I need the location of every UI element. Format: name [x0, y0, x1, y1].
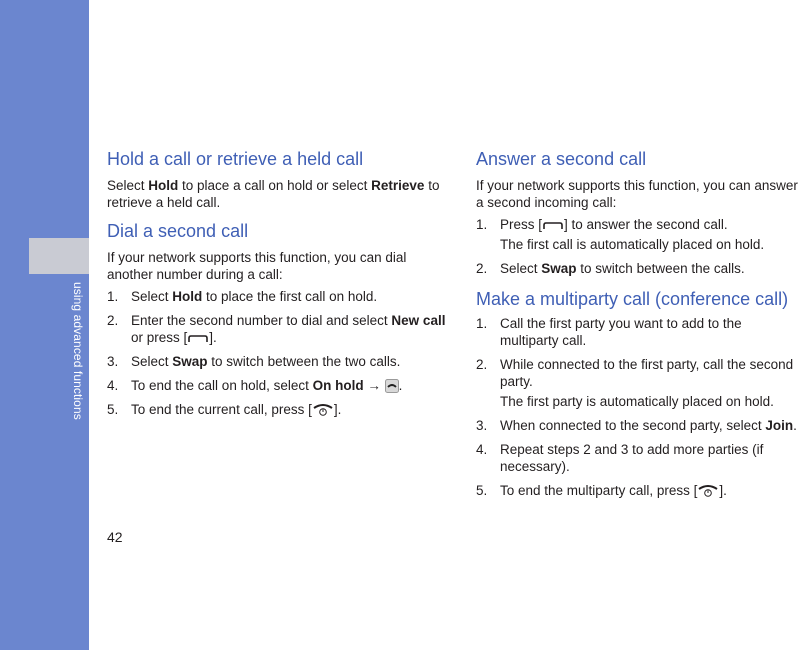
end-key-icon: [697, 484, 719, 498]
multiparty-note: The first party is automatically placed on hold.: [500, 394, 774, 409]
list-item: 2. Select Swap to switch between the calls.: [476, 261, 745, 276]
dial-steps: [107, 288, 452, 418]
hold-paragraph: Select Hold to place a call on hold or select Retrieve to retrieve a held call.: [107, 178, 440, 210]
list-item: 3. When connected to the second party, select Join.: [476, 418, 797, 433]
right-column: [476, 148, 801, 506]
answer-intro: If your network supports this function, you can answer a second incoming call:: [476, 178, 798, 210]
list-item: 1. Press [ ] to answer the second call. The first call is automatically placed on hold.: [476, 216, 801, 253]
hold-section-title: Hold a call or retrieve a held call: [107, 149, 364, 169]
list-item: 4. To end the call on hold, select On hold → .: [107, 378, 403, 393]
dial-section-title: Dial a second call: [107, 221, 249, 241]
answer-note: The first call is automatically placed on hold.: [500, 237, 765, 252]
send-key-icon: [542, 219, 564, 231]
end-key-icon: [312, 403, 334, 417]
left-column: [107, 148, 452, 425]
dial-intro: If your network supports this function, you can dial another number during a call:: [107, 250, 407, 282]
list-item: 5. To end the multiparty call, press [ ].: [476, 483, 727, 498]
multiparty-section-title: Make a multiparty call (conference call): [476, 289, 789, 309]
list-item: 2. While connected to the first party, call the second party. The first party is automatically placed on hold.: [476, 356, 801, 410]
multiparty-steps: [476, 315, 801, 499]
list-item: 3. Select Swap to switch between the two calls.: [107, 354, 401, 369]
page-number: 42: [107, 529, 123, 545]
end-call-button-icon: [385, 379, 399, 393]
sidebar: [0, 0, 89, 650]
sidebar-label: using advanced functions: [71, 282, 85, 420]
send-key-icon: [187, 332, 209, 344]
list-item: 1. Call the first party you want to add to the multiparty call.: [476, 316, 742, 348]
list-item: 2. Enter the second number to dial and select New call or press [ ].: [107, 313, 446, 345]
list-item: 5. To end the current call, press [ ].: [107, 402, 342, 417]
sidebar-tab: [29, 238, 89, 274]
answer-steps: [476, 216, 801, 277]
list-item: 4. Repeat steps 2 and 3 to add more parties (if necessary).: [476, 442, 764, 474]
answer-section-title: Answer a second call: [476, 149, 647, 169]
list-item: 1. Select Hold to place the first call on hold.: [107, 289, 378, 304]
